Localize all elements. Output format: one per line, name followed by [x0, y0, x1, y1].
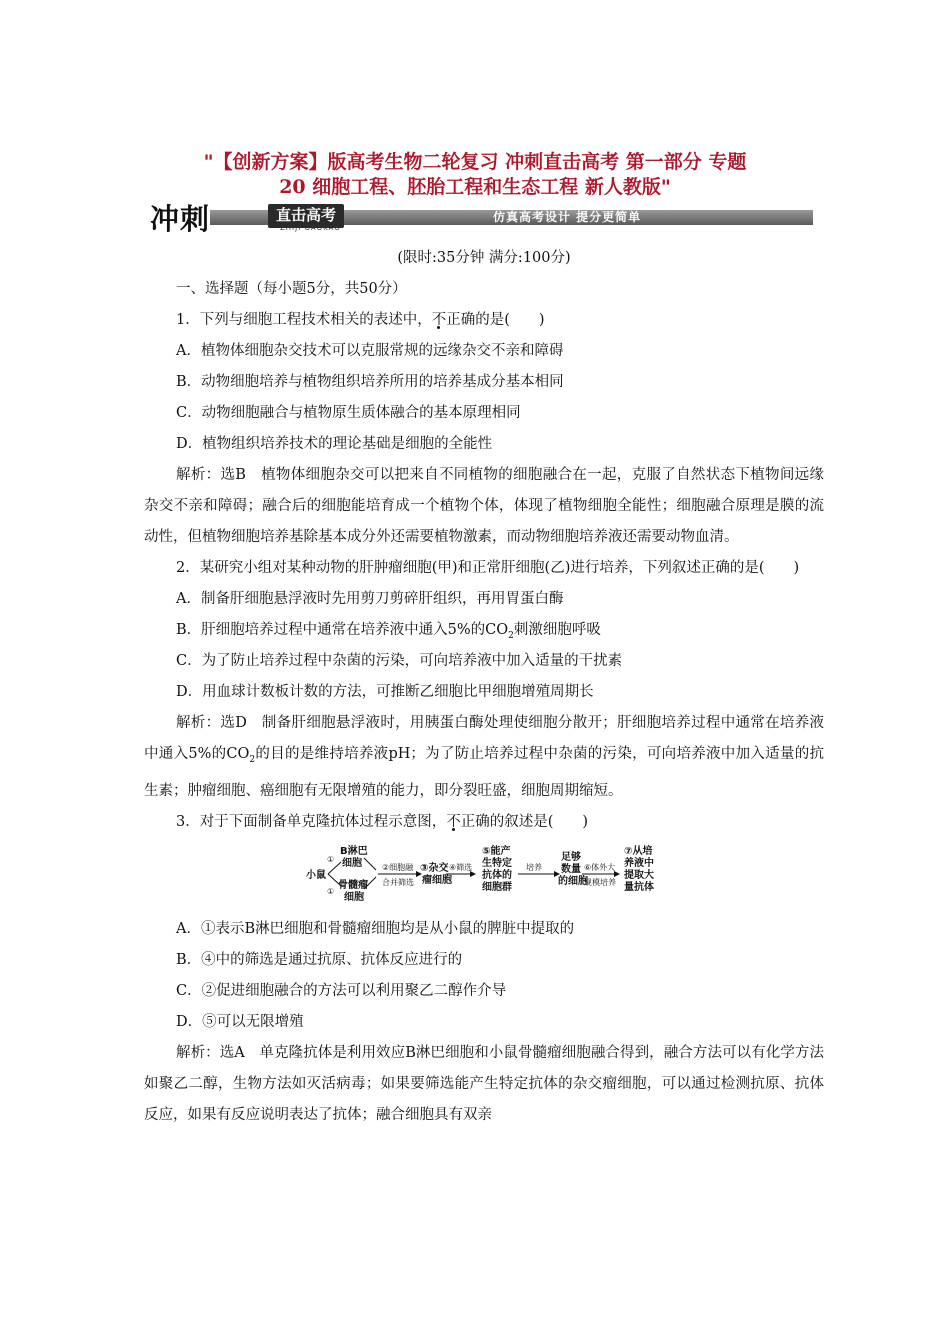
diagram-myeloma-1: 骨髓瘤 [338, 879, 368, 891]
q1-stem-emphasis: 不 [431, 312, 447, 328]
q3-stem-emphasis: 不 [446, 813, 461, 830]
time-limit: (限时:35分钟 满分:100分) [397, 250, 571, 266]
q3-stem-pre: 3．对于下面制备单克隆抗体过程示意图， [176, 813, 447, 830]
q2-analysis-post: 的目的是维持培养液pH；为了防止培养过程中杂菌的污染，可向培养液中加入适量的抗生素；肿瘤细胞、癌细胞有无限增殖的能力，即分裂旺盛，细胞周期缩短。 [144, 746, 824, 799]
diagram-b-cell-1: B淋巴 [340, 845, 368, 857]
diagram-step6-bottom: 规模培养 [584, 877, 616, 887]
q2-option-a: A．制备肝细胞悬浮液时先用剪刀剪碎肝组织，再用胃蛋白酶 [176, 591, 564, 607]
title-line-2: 20 细胞工程、胚胎工程和生态工程 新人教版" [279, 176, 671, 198]
banner-pinyin: ZHIJI GAOKAO [280, 224, 341, 232]
section-heading: 一、选择题（每小题5分，共50分） [176, 281, 407, 297]
diagram-hybrid-2: 瘤细胞 [422, 874, 452, 886]
monoclonal-antibody-diagram [144, 842, 824, 908]
q3-option-d: D．⑤可以无限增殖 [176, 1013, 304, 1030]
banner-zhiji-gaokao: 直击高考 [268, 204, 344, 228]
diagram-mouse: 小鼠 [306, 869, 326, 881]
diagram-extract-3: 提取大 [624, 869, 654, 881]
q1-option-c: C．动物细胞融合与植物原生质体融合的基本原理相同 [176, 405, 521, 421]
title-line-1: "【创新方案】版高考生物二轮复习 冲刺直击高考 第一部分 专题 [203, 151, 747, 173]
q3-analysis: 解析：选A 单克隆抗体是利用效应B淋巴细胞和小鼠骨髓瘤细胞融合得到，融合方法可以有化学方法如聚乙二醇，生物方法如灭活病毒；如果要筛选能产生特定抗体的杂交瘤细胞，可以通过检测抗原、抗体反应，如果有反应说明表达了抗体；融合细胞具有双亲 [144, 1044, 824, 1123]
diagram-myeloma-2: 细胞 [344, 891, 364, 903]
q3-option-a: A．①表示B淋巴细胞和骨髓瘤细胞均是从小鼠的脾脏中提取的 [176, 920, 575, 937]
q1-stem-post: 正确的是( ) [446, 312, 545, 328]
diagram-culture: 培养 [526, 862, 542, 872]
diagram-step2-top: ②细胞融 [382, 862, 414, 872]
q2-option-b-post: 刺激细胞呼吸 [513, 622, 601, 638]
q2-analysis-pre: 解析：选D 制备肝细胞悬浮液时，用胰蛋白酶处理使细胞分散开；肝细胞培养过程中通常在培养液中通入5%的CO [144, 715, 824, 762]
diagram-extract-1: ⑦从培 [624, 845, 653, 857]
q3-option-b: B．④中的筛选是通过抗原、抗体反应进行的 [176, 951, 463, 968]
document-title [0, 150, 950, 200]
diagram-step1-b: ① [327, 886, 335, 896]
q3-stem-post: 正确的叙述是( ) [460, 813, 589, 830]
q2-analysis [144, 708, 824, 807]
diagram-step6-top: ⑥体外大 [584, 862, 616, 872]
diagram-step4: ④筛选 [449, 862, 473, 872]
q1-option-b: B．动物细胞培养与植物组织培养所用的培养基成分基本相同 [176, 374, 564, 390]
q1-stem-pre: 1．下列与细胞工程技术相关的表述中， [176, 312, 432, 328]
banner-chongci: 冲刺 [150, 202, 211, 236]
diagram-extract-4: 量抗体 [624, 881, 654, 893]
diagram-step1-a: ① [327, 854, 335, 864]
q3-stem [144, 807, 824, 838]
q2-option-b [144, 615, 824, 646]
q1-option-a: A．植物体细胞杂交技术可以克服常规的远缘杂交不亲和障碍 [176, 343, 564, 359]
diagram-enough-3: 的细胞 [558, 875, 588, 887]
document-body [144, 243, 824, 1131]
q1-stem [144, 305, 824, 336]
diagram-group-4: 细胞群 [482, 881, 512, 893]
diagram-enough-1: 足够 [561, 851, 581, 863]
diagram-group-2: 生特定 [482, 857, 512, 869]
chongci-banner [150, 202, 813, 236]
flowchart-svg [306, 842, 686, 904]
diagram-step2-bottom: 合并筛选 [382, 877, 414, 887]
q2-option-b-sub: 2 [508, 630, 514, 641]
q2-option-c: C．为了防止培养过程中杂菌的污染，可向培养液中加入适量的干扰素 [176, 653, 623, 669]
q1-analysis: 解析：选B 植物体细胞杂交可以把来自不同植物的细胞融合在一起，克服了自然状态下植物间远缘杂交不亲和障碍；融合后的细胞能培育成一个植物个体，体现了植物细胞全能性；细胞融合原理是膜的流动性，但植物细胞培养基除基本成分外还需要植物激素，而动物细胞培养液还需要动物血清。 [144, 467, 824, 545]
q1-option-d: D．植物组织培养技术的理论基础是细胞的全能性 [176, 436, 493, 452]
banner-slogan: 仿真高考设计 提分更简单 [493, 210, 642, 224]
diagram-enough-2: 数量 [561, 863, 581, 875]
q2-stem: 2．某研究小组对某种动物的肝肿瘤细胞(甲)和正常肝细胞(乙)进行培养，下列叙述正确的是( ) [176, 560, 800, 576]
q2-analysis-sub: 2 [249, 754, 256, 765]
q2-option-d: D．用血球计数板计数的方法，可推断乙细胞比甲细胞增殖周期长 [176, 684, 594, 700]
diagram-b-cell-2: 细胞 [342, 857, 362, 869]
diagram-group-3: 抗体的 [482, 869, 512, 881]
diagram-extract-2: 养液中 [624, 857, 654, 869]
q2-option-b-pre: B．肝细胞培养过程中通常在培养液中通入5%的CO [176, 622, 509, 638]
diagram-hybrid-1: ③杂交 [420, 862, 449, 874]
q3-option-c: C．②促进细胞融合的方法可以利用聚乙二醇作介导 [176, 982, 507, 999]
diagram-group-1: ⑤能产 [482, 845, 511, 857]
